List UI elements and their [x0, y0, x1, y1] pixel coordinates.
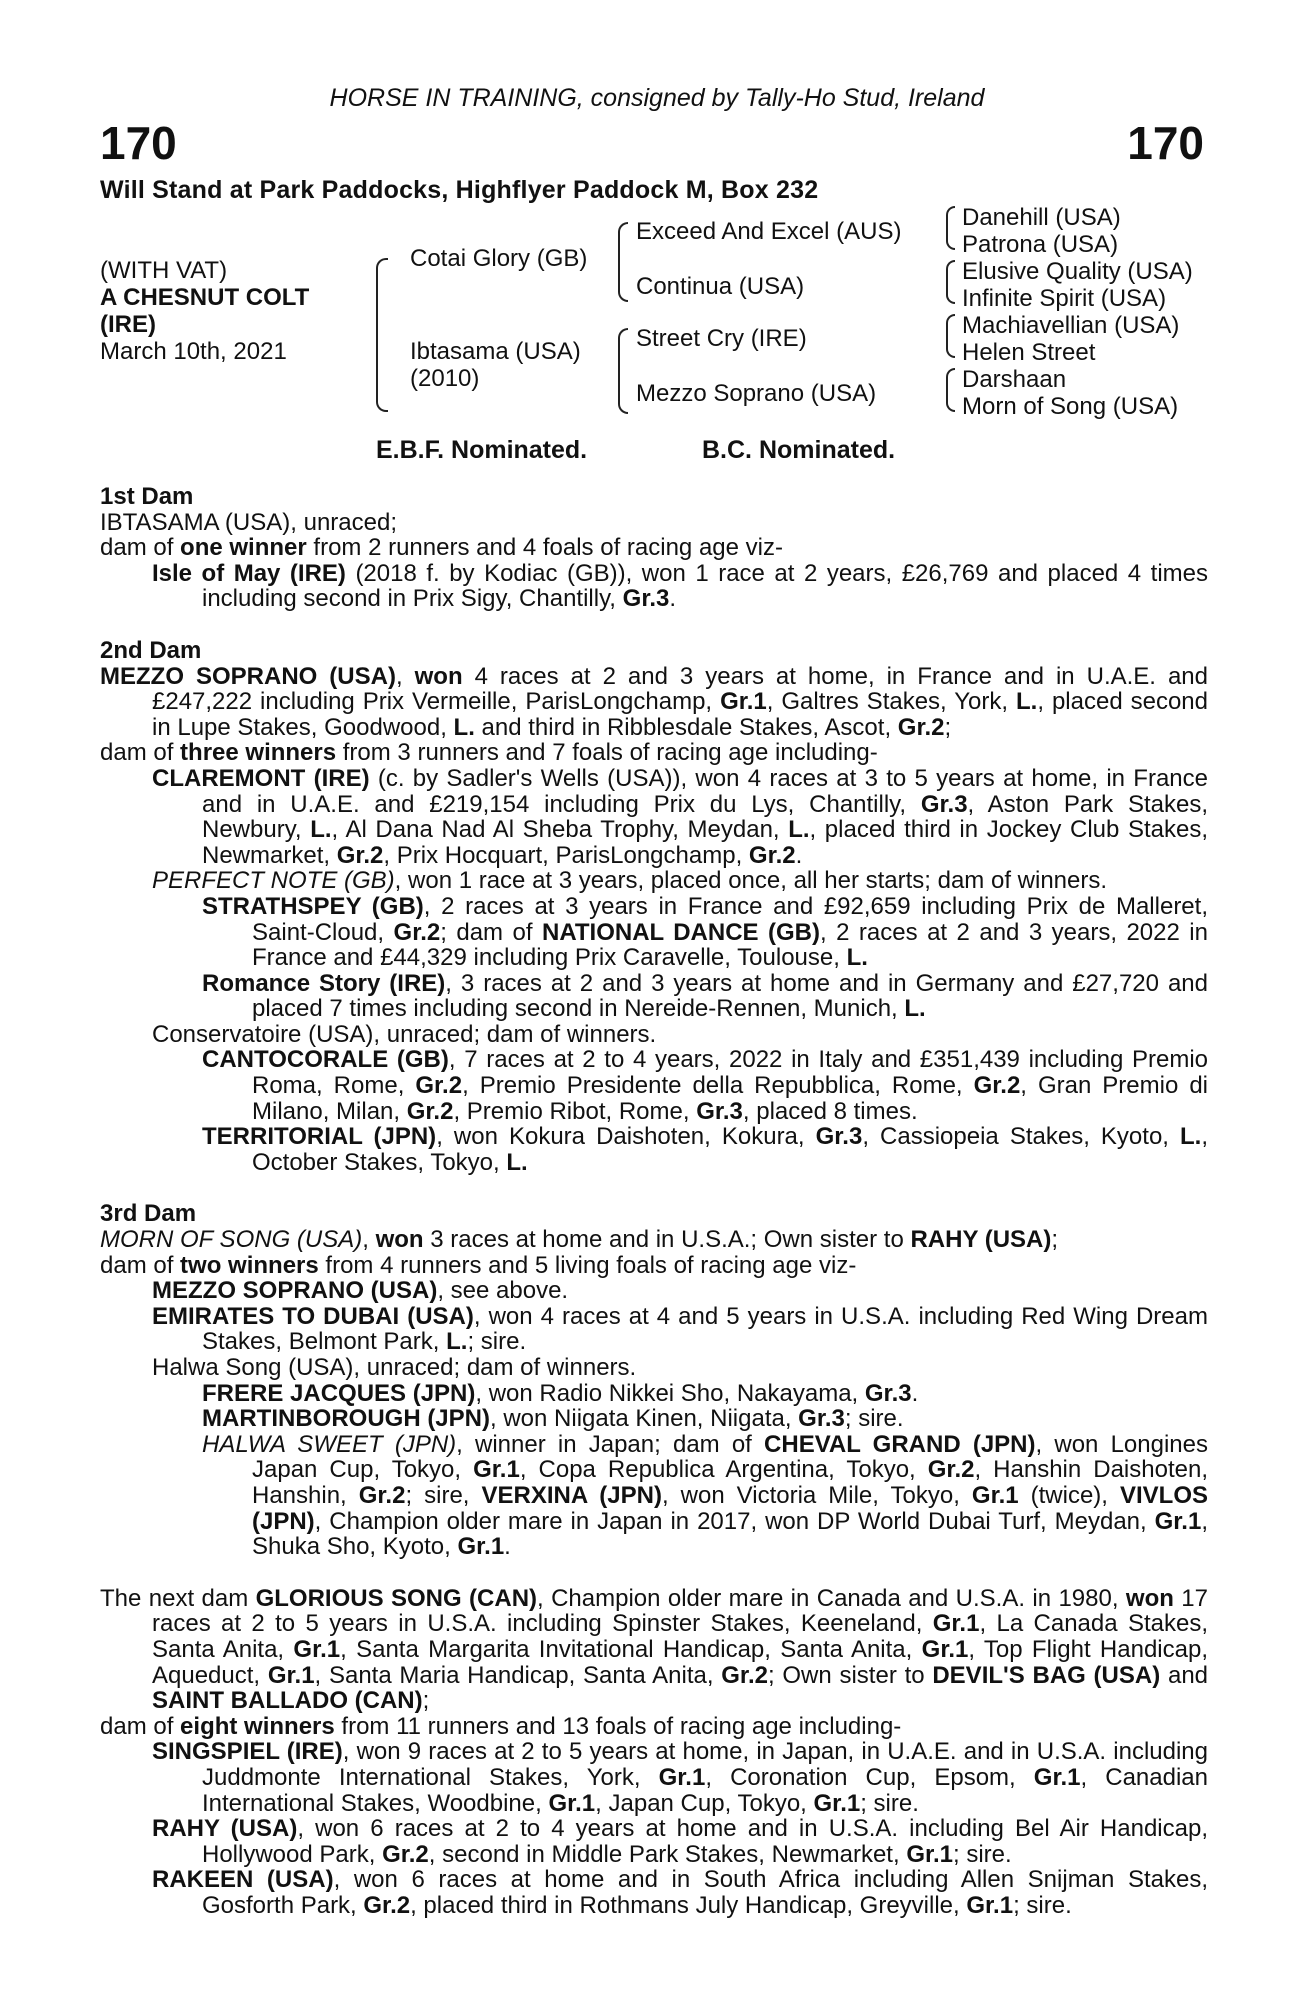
gg-2: Patrona (USA) [962, 231, 1119, 258]
produce-entry: PERFECT NOTE (GB), won 1 race at 3 years, placed once, all her starts; dam of winners. [152, 867, 1108, 895]
produce-entry: Halwa Song (USA), unraced; dam of winners. [152, 1354, 637, 1381]
produce-entry: SINGSPIEL (IRE), won 9 races at 2 to 5 years at home, in Japan, in U.A.E. and in U.S.A. including Juddmonte International Stakes, York, Gr.1, Coronation Cup, Epsom, Gr.1, Canadian International Stakes, Woodbine, Gr.1, Japan Cup, Tokyo, Gr.1; sire. [152, 1738, 1209, 1817]
stand-location: Will Stand at Park Paddocks, Highflyer Paddock M, Box 232 [100, 176, 819, 204]
gg-6: Helen Street [962, 339, 1096, 366]
brace-g1 [946, 206, 955, 250]
sire-sire: Exceed And Excel (AUS) [636, 218, 902, 245]
horse-name: A CHESNUT COLT [100, 284, 310, 311]
dam-year: (2010) [410, 365, 480, 392]
produce-entry: Conservatoire (USA), unraced; dam of winners. [152, 1020, 657, 1048]
gg-3: Elusive Quality (USA) [962, 258, 1193, 285]
next-dam-produce: dam of eight winners from 11 runners and 13 foals of racing age including- [100, 1712, 902, 1740]
second-dam-heading: 2nd Dam [100, 636, 202, 664]
foaling-date: March 10th, 2021 [100, 338, 287, 365]
lot-number-right: 170 [1127, 117, 1204, 169]
gg-1: Danehill (USA) [962, 204, 1121, 231]
produce-entry: RAKEEN (USA), won 6 races at home and in South Africa including Allen Snijman Stakes, Gosforth Park, Gr.2, placed third in Rothmans July Handicap, Greyville, Gr.1; sire. [152, 1866, 1209, 1919]
produce-entry: HALWA SWEET (JPN), winner in Japan; dam of CHEVAL GRAND (JPN), won Longines Japan Cup, Tokyo, Gr.1, Copa Republica Argentina, Tokyo, Gr.2, Hanshin Daishoten, Hanshin, Gr.2; sire, VERXINA (JPN), won Victoria Mile, Tokyo, Gr.1 (twice), VIVLOS (JPN), Champion older mare in Japan in 2017, won DP World Dubai Turf, Meydan, Gr.1, Shuka Sho, Kyoto, Gr.1. [202, 1430, 1208, 1561]
produce-entry: MARTINBOROUGH (JPN), won Niigata Kinen, Niigata, Gr.3; sire. [202, 1405, 904, 1433]
brace-dam [618, 328, 628, 414]
first-dam-heading: 1st Dam [100, 483, 194, 510]
gg-7: Darshaan [962, 366, 1067, 393]
second-dam-produce: dam of three winners from 3 runners and 7 foals of racing age including- [100, 739, 878, 767]
dam: Ibtasama (USA) [410, 338, 581, 365]
produce-entry: Isle of May (IRE) (2018 f. by Kodiac (GB)), won 1 race at 2 years, £26,769 and placed 4 times including second in Prix Sigy, Chantilly, Gr.3. [152, 559, 1208, 613]
brace-g4 [946, 368, 955, 412]
gg-4: Infinite Spirit (USA) [962, 285, 1167, 312]
produce-entry: MEZZO SOPRANO (USA), see above. [152, 1277, 569, 1305]
second-dam-line: MEZZO SOPRANO (USA), won 4 races at 2 and 3 years at home, in France and in U.A.E. and £247,222 including Prix Vermeille, ParisLongchamp, Gr.1, Galtres Stakes, York, L., placed second in Lupe Stakes, Goodwood, L. and third in Ribblesdale Stakes, Ascot, Gr.2; [100, 662, 1209, 741]
lot-number-left: 170 [100, 117, 177, 169]
dam-dam: Mezzo Soprano (USA) [636, 380, 877, 407]
consignment-line: HORSE IN TRAINING, consigned by Tally-Ho Stud, Ireland [329, 84, 985, 112]
third-dam-line: MORN OF SONG (USA), won 3 races at home and in U.S.A.; Own sister to RAHY (USA); [100, 1226, 1059, 1254]
gg-5: Machiavellian (USA) [962, 312, 1180, 339]
sire: Cotai Glory (GB) [410, 245, 588, 272]
horse-origin: (IRE) [100, 311, 156, 338]
brace-g2 [946, 260, 955, 304]
produce-entry: FRERE JACQUES (JPN), won Radio Nikkei Sho, Nakayama, Gr.3. [202, 1379, 919, 1407]
produce-entry: Romance Story (IRE), 3 races at 2 and 3 years at home and in Germany and £27,720 and placed 7 times including second in Nereide-Rennen, Munich, L. [202, 969, 1208, 1023]
first-dam-line: IBTASAMA (USA), unraced; [100, 508, 397, 536]
catalogue-body [100, 484, 1208, 1918]
produce-entry: CANTOCORALE (GB), 7 races at 2 to 4 years, 2022 in Italy and £351,439 including Premio Roma, Rome, Gr.2, Premio Presidente della Repubblica, Rome, Gr.2, Gran Premio di Milano, Milan, Gr.2, Premio Ribot, Rome, Gr.3, placed 8 times. [202, 1046, 1208, 1125]
third-dam-heading: 3rd Dam [100, 1200, 197, 1228]
third-dam-produce: dam of two winners from 4 runners and 5 living foals of racing age viz- [100, 1251, 857, 1279]
produce-entry: CLAREMONT (IRE) (c. by Sadler's Wells (USA)), won 4 races at 3 to 5 years at home, in France and in U.A.E. and £219,154 including Prix du Lys, Chantilly, Gr.3, Aston Park Stakes, Newbury, L., Al Dana Nad Al Sheba Trophy, Meydan, L., placed third in Jockey Club Stakes, Newmarket, Gr.2, Prix Hocquart, ParisLongchamp, Gr.2. [152, 764, 1208, 869]
sire-dam: Continua (USA) [636, 273, 805, 300]
gg-8: Morn of Song (USA) [962, 393, 1179, 420]
brace-g3 [946, 314, 955, 358]
produce-entry: TERRITORIAL (JPN), won Kokura Daishoten, Kokura, Gr.3, Cassiopeia Stakes, Kyoto, L., October Stakes, Tokyo, L. [202, 1123, 1209, 1176]
brace-sire [618, 222, 628, 302]
ebf-nomination: E.B.F. Nominated. [376, 436, 588, 464]
brace-parents [376, 258, 388, 412]
first-dam-produce: dam of one winner from 2 runners and 4 foals of racing age viz- [100, 534, 783, 562]
vat-note: (WITH VAT) [100, 257, 228, 284]
produce-entry: EMIRATES TO DUBAI (USA), won 4 races at 4 and 5 years in U.S.A. including Red Wing Dream Stakes, Belmont Park, L.; sire. [152, 1302, 1208, 1356]
produce-entry: RAHY (USA), won 6 races at 2 to 4 years at home and in U.S.A. including Bel Air Handicap, Hollywood Park, Gr.2, second in Middle Park Stakes, Newmarket, Gr.1; sire. [152, 1815, 1208, 1868]
next-dam-line: The next dam GLORIOUS SONG (CAN), Champion older mare in Canada and U.S.A. in 1980, won 17 races at 2 to 5 years in U.S.A. including Spinster Stakes, Keeneland, Gr.1, La Canada Stakes, Santa Anita, Gr.1, Santa Margarita Invitational Handicap, Santa Anita, Gr.1, Top Flight Handicap, Aqueduct, Gr.1, Santa Maria Handicap, Santa Anita, Gr.2; Own sister to DEVIL'S BAG (USA) and SAINT BALLADO (CAN); [100, 1584, 1209, 1715]
bc-nomination: B.C. Nominated. [702, 436, 896, 464]
produce-entry: STRATHSPEY (GB), 2 races at 3 years in France and £92,659 including Prix de Malleret, Saint-Cloud, Gr.2; dam of NATIONAL DANCE (GB), 2 races at 2 and 3 years, 2022 in France and £44,329 including Prix Caravelle, Toulouse, L. [202, 892, 1208, 972]
dam-sire: Street Cry (IRE) [636, 325, 807, 352]
